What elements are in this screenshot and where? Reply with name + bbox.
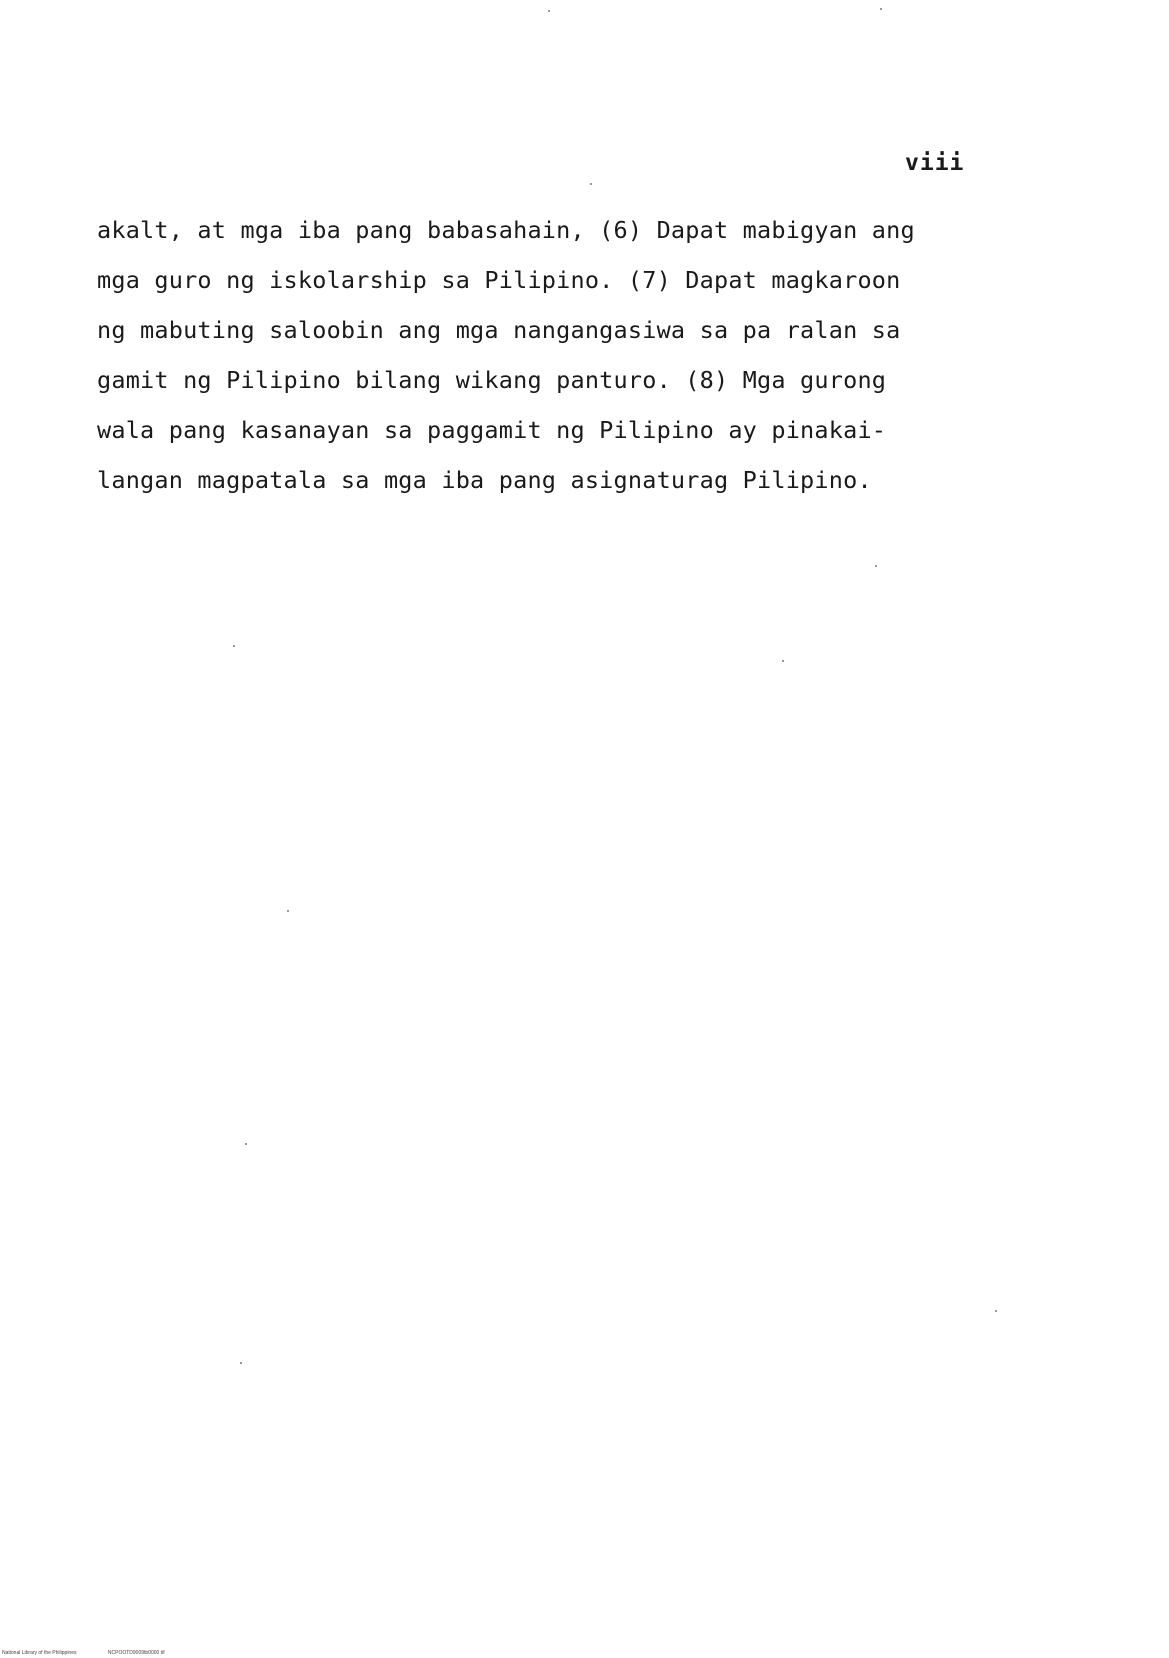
scan-speck bbox=[590, 183, 592, 185]
footer-library: National Library of the Philippines bbox=[2, 1650, 77, 1656]
scan-speck bbox=[995, 1310, 997, 1312]
scan-footer bbox=[2, 1650, 165, 1656]
scan-speck bbox=[233, 645, 235, 647]
page-number: viii bbox=[905, 150, 965, 176]
scan-speck bbox=[880, 8, 882, 10]
scan-speck bbox=[782, 660, 784, 662]
scan-speck bbox=[875, 565, 877, 567]
footer-file-code: NCPOOTD9009tb0000 tif bbox=[107, 1650, 165, 1656]
scan-speck bbox=[287, 910, 289, 912]
scan-speck bbox=[245, 1143, 247, 1145]
body-paragraph bbox=[97, 205, 1017, 505]
text-line: gamit ng Pilipino bilang wikang panturo. (8) Mga gurong bbox=[97, 366, 887, 394]
scan-speck bbox=[240, 1362, 242, 1364]
text-line: akalt, at mga iba pang babasahain, (6) Dapat mabigyan ang bbox=[97, 216, 915, 244]
text-line: ng mabuting saloobin ang mga nangangasiwa sa pa ralan sa bbox=[97, 316, 901, 344]
scan-speck bbox=[548, 10, 550, 12]
text-line: wala pang kasanayan sa paggamit ng Pilipino ay pinakai- bbox=[97, 416, 887, 444]
text-line: langan magpatala sa mga iba pang asignaturag Pilipino. bbox=[97, 466, 872, 494]
text-line: mga guro ng iskolarship sa Pilipino. (7) Dapat magkaroon bbox=[97, 266, 901, 294]
